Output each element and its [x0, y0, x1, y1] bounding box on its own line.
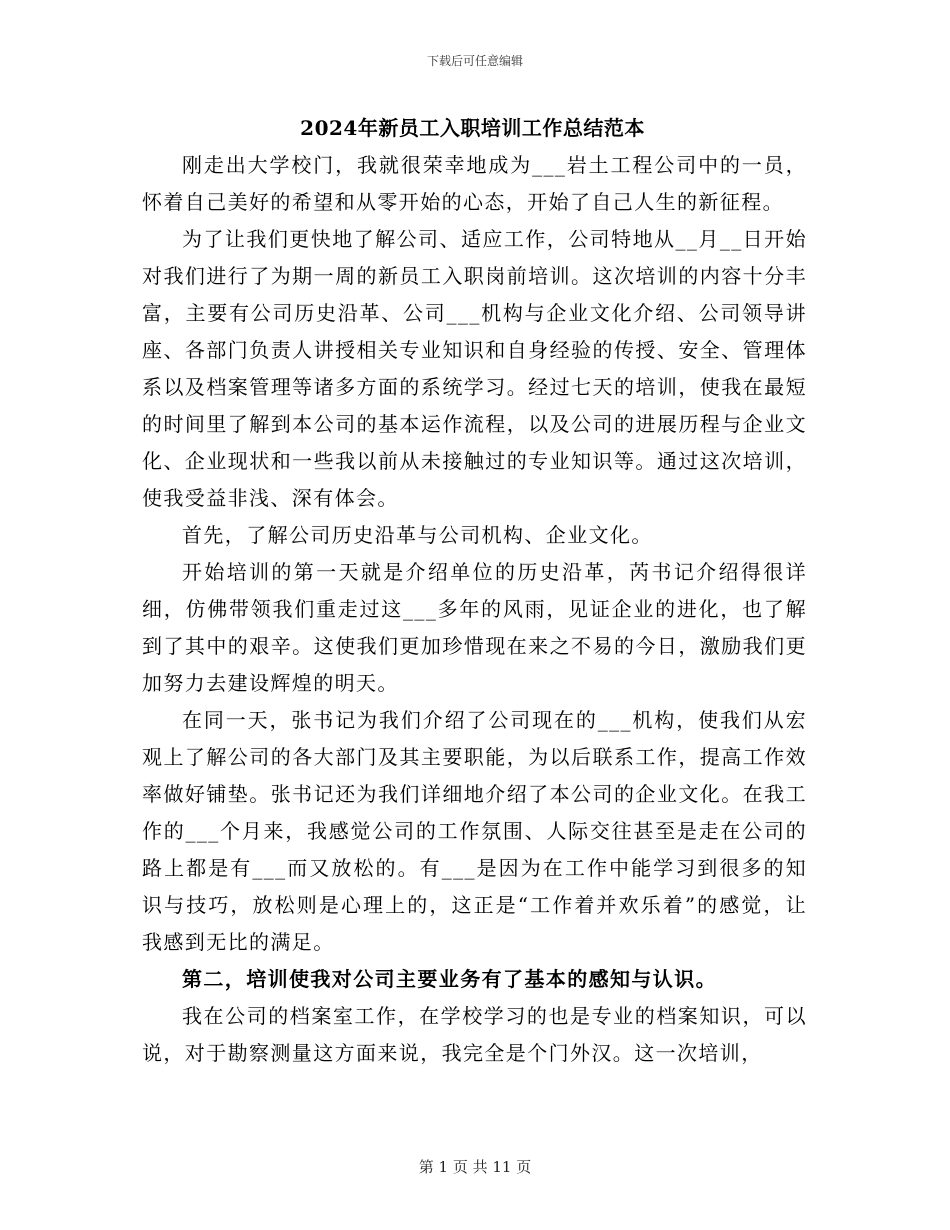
paragraph-history: 开始培训的第一天就是介绍单位的历史沿革，芮书记介绍得很详细，仿佛带领我们重走过这___多年的风雨，见证企业的进化，也了解到了其中的艰辛。这使我们更加珍惜现在来之不易的今日，激励我们更加努力去建设辉煌的明天。 [142, 560, 807, 695]
page-number-footer: 第 1 页 共 11 页 [418, 1158, 532, 1176]
document-title: 2024年新员工入职培训工作总结范本 [300, 116, 645, 140]
paragraph-archive-work: 我在公司的档案室工作，在学校学习的也是专业的档案知识，可以说，对于勘察测量这方面来说，我完全是个门外汉。这一次培训， [142, 1004, 807, 1065]
paragraph-culture: 在同一天，张书记为我们介绍了公司现在的___机构，使我们从宏观上了解公司的各大部门及其主要职能，为以后联系工作，提高工作效率做好铺垫。张书记还为我们详细地介绍了本公司的企业文化。在我工作的___个月来，我感觉公司的工作氛围、人际交往甚至是走在公司的路上都是有___而又放松的。有___是因为在工作中能学习到很多的知识与技巧，放松则是心理上的，这正是“工作着并欢乐着”的感觉，让我感到无比的满足。 [142, 708, 807, 954]
paragraph-intro: 刚走出大学校门，我就很荣幸地成为___岩土工程公司中的一员，怀着自己美好的希望和从零开始的心态，开始了自己人生的新征程。 [142, 153, 807, 214]
page-header-note: 下载后可任意编辑 [426, 54, 523, 68]
paragraph-first-point: 首先，了解公司历史沿革与公司机构、企业文化。 [182, 523, 653, 547]
paragraph-second-point-heading: 第二，培训使我对公司主要业务有了基本的感知与认识。 [182, 967, 717, 991]
document-body [142, 147, 807, 1072]
paragraph-training-overview: 为了让我们更快地了解公司、适应工作，公司特地从__月__日开始对我们进行了为期一周的新员工入职岗前培训。这次培训的内容十分丰富，主要有公司历史沿革、公司___机构与企业文化介绍、公司领导讲座、各部门负责人讲授相关专业知识和自身经验的传授、安全、管理体系以及档案管理等诸多方面的系统学习。经过七天的培训，使我在最短的时间里了解到本公司的基本运作流程，以及公司的进展历程与企业文化、企业现状和一些我以前从未接触过的专业知识等。通过这次培训，使我受益非浅、深有体会。 [142, 227, 807, 510]
